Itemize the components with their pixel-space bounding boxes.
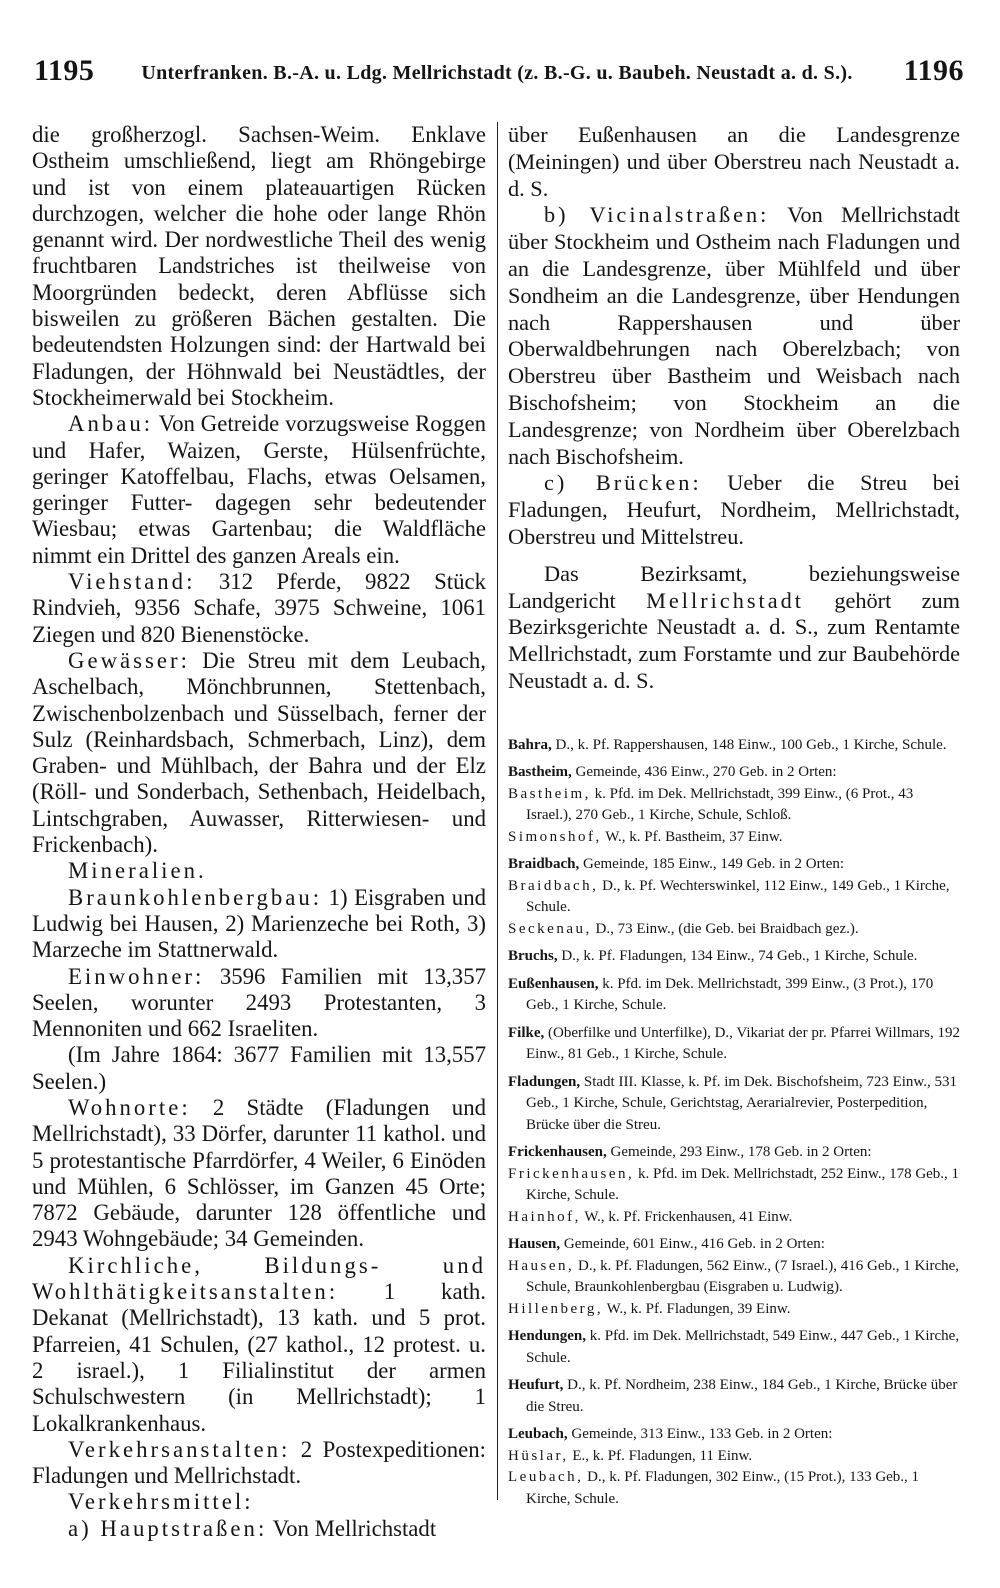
place-name: Hendungen, [508,1328,586,1345]
paragraph-bezirksamt [508,561,960,695]
subplace-line [508,919,960,941]
subplace-details: E., k. Pf. Fladungen, 11 Einw. [568,1447,753,1464]
place-entry [508,1072,960,1137]
label-mellrichstadt: Mellrichstadt [646,587,804,613]
place-entry [508,735,960,757]
subplace-line [508,1299,960,1321]
place-details: D., k. Pf. Rappershausen, 148 Einw., 100 Geb., 1 Kirche, Schule. [551,736,947,753]
subplace-details: k. Pfd. im Dek. Mellrichstadt, 399 Einw., (6 Prot., 43 Israel.), 270 Geb., 1 Kirche, Schule, Schloß. [526,785,914,824]
place-entry [508,854,960,940]
subplace-name: Leubach, [508,1469,584,1486]
label-vicinalstrassen: b) Vicinalstraßen: [544,202,770,228]
place-details: Gemeinde, 293 Einw., 178 Geb. in 2 Orten: [606,1144,872,1161]
subplace-line [508,1467,960,1510]
paragraph-braunkohle [32,885,486,964]
paragraph-wohnorte [32,1095,486,1253]
subplace-name: Braidbach, [508,877,599,894]
place-details: Gemeinde, 185 Einw., 149 Geb. in 2 Orten: [579,856,845,873]
place-entry [508,762,960,848]
paragraph-vicinalstrassen [508,202,960,470]
place-line [508,1142,960,1164]
label-bruecken: c) Brücken: [544,470,702,496]
place-entry [508,1234,960,1320]
subplace-name: Simonshof, [508,828,602,845]
place-entry [508,946,960,968]
text-braunkohle: 1) Eisgraben und Ludwig bei Hausen, 2) Marienzeche bei Roth, 3) Marzeche im Stattnerwald. [32,884,486,963]
page-header [34,54,964,98]
place-line [508,1023,960,1066]
running-title: Unterfranken. B.-A. u. Ldg. Mellrichstadt (z. B.-G. u. Baubeh. Neustadt a. d. S.). [141,62,853,84]
paragraph-verkehrsanstalten [32,1437,486,1490]
place-line [508,1234,960,1256]
heading-mineralien [32,858,486,884]
place-entry [508,974,960,1017]
place-details: Stadt III. Klasse, k. Pf. im Dek. Bischofsheim, 723 Einw., 531 Geb., 1 Kirche, Schule, Gerichtstag, Aerarialrevier, Posterpedition, Brücke über die Streu. [526,1073,958,1133]
place-name: Bahra, [508,736,552,753]
text-vicinalstrassen: Von Mellrichstadt über Stockheim und Ostheim nach Fladungen und an die Landesgrenze, über Mühlfeld und über Sondheim an die Landesgrenze, über Hendungen nach Rappershausen und über Oberwaldbehrungen nach Oberelzbach; von Oberstreu über Bastheim und Weisbach nach Bischofsheim; von Stockheim an die Landesgrenze; von Nordheim über Oberelzbach nach Bischofsheim. [508,202,960,469]
place-line [508,1326,960,1369]
label-gewaesser: Gewässer: [68,647,190,673]
place-entry [508,1023,960,1066]
label-anstalten: Kirchliche, Bildungs- und Wohlthätigkeitsanstalten: [32,1252,486,1305]
place-entry [508,1375,960,1418]
paragraph-hauptstrassen-cont: über Eußenhausen an die Landesgrenze (Meiningen) und über Oberstreu nach Neustadt a. d. S. [508,122,960,201]
subplace-name: Hüslar, [508,1447,569,1464]
heading-verkehrsmittel [32,1489,486,1515]
place-line [508,735,960,757]
subplace-details: W., k. Pf. Frickenhausen, 41 Einw. [580,1208,793,1225]
text-bruecken: Ueber die Streu bei Fladungen, Heufurt, Nordheim, Mellrichstadt, Oberstreu und Mittelstreu. [508,470,960,549]
page-number-right: 1196 [903,54,964,87]
subplace-details: D., k. Pf. Fladungen, 562 Einw., (7 Israel.), 416 Geb., 1 Kirche, Schule, Braunkohlenbergbau (Eisgraben u. Ludwig). [526,1257,960,1296]
paragraph-anstalten [32,1253,486,1437]
paragraph-bruecken [508,470,960,550]
place-entry [508,1424,960,1510]
label-braunkohle: Braunkohlenbergbau: [68,884,323,910]
label-hauptstrassen: a) Hauptstraßen: [68,1515,268,1541]
subplace-line [508,1256,960,1299]
subplace-details: D., k. Pf. Wechterswinkel, 112 Einw., 149 Geb., 1 Kirche, Schule. [526,877,950,916]
place-entry [508,1142,960,1228]
text-wohnorte: 2 Städte (Fladungen und Mellrichstadt), 33 Dörfer, darunter 11 kathol. und 5 protestantische Pfarrdörfer, 4 Weiler, 6 Einöden und Mühlen, 6 Schlösser, im Ganzen 45 Orte; 7872 Gebäude, darunter 128 öffentliche und 2943 Wohngebäude; 34 Gemeinden. [32,1094,486,1252]
subplace-details: W., k. Pf. Fladungen, 39 Einw. [603,1300,791,1317]
paragraph-hauptstrassen [32,1516,486,1542]
right-intro [508,122,960,695]
place-directory [508,735,960,1511]
label-verkehrsmittel: Verkehrsmittel: [68,1489,254,1515]
text-einwohner: 3596 Familien mit 13,357 Seelen, worunter 2493 Protestanten, 3 Mennoniten und 662 Israeliten. [32,963,486,1042]
paragraph-landscape: die großherzogl. Sachsen-Weim. Enklave Ostheim umschließend, liegt am Rhöngebirge und ist von einem plateauartigen Rücken durchzogen, welcher die hohe oder lange Rhön genannt wird. Der nordwestliche Theil des wenig fruchtbaren Landstriches ist theilweise von Moorgründen bedeckt, deren Abflüsse sich bisweilen zu größeren Bächen gestalten. Die bedeutendsten Holzungen sind: der Hartwald bei Fladungen, der Höhnwald bei Neustädtles, der Stockheimerwald bei Stockheim. [32,122,486,410]
place-name: Frickenhausen, [508,1144,607,1161]
subplace-details: D., k. Pf. Fladungen, 302 Einw., (15 Prot.), 133 Geb., 1 Kirche, Schule. [526,1469,920,1507]
place-name: Heufurt, [508,1377,564,1394]
place-entry [508,1326,960,1369]
text-gewaesser: Die Streu mit dem Leubach, Aschelbach, Mönchbrunnen, Stettenbach, Zwischenbolzenbach und Süsselbach, ferner der Sulz (Reinhardsbach, Schmerbach, Linz), dem Graben- und Mühlbach, der Bahra und der Elz (Röll- und Sonderbach, Sethenbach, Heidelbach, Lintschgraben, Auwasser, Ritterwiesen- und Frickenbach). [32,647,486,858]
place-details: Gemeinde, 436 Einw., 270 Geb. in 2 Orten: [571,764,837,781]
place-line [508,762,960,784]
text-hauptstrassen: Von Mellrichstadt [267,1515,437,1541]
left-column [32,122,486,1542]
place-line [508,1072,960,1137]
paragraph-viehstand [32,569,486,648]
spacer [508,551,960,561]
place-name: Hausen, [508,1236,561,1253]
subplace-name: Hausen, [508,1257,575,1274]
text-bezirksamt-a: Das Bezirksamt, beziehungsweise Landgericht [508,560,960,613]
paragraph-gewaesser [32,648,486,858]
label-wohnorte: Wohnorte: [68,1094,191,1120]
text-anstalten: 1 kath. Dekanat (Mellrichstadt), 13 kath. und 5 prot. Pfarreien, 41 Schulen, (27 kathol., 12 protest. u. 2 israel.), 1 Filialinstitut der armen Schulschwestern (in Mellrichstadt); 1 Lokalkrankenhaus. [32,1279,486,1436]
place-name: Bastheim, [508,764,572,781]
subplace-details: W., k. Pf. Bastheim, 37 Einw. [601,828,783,845]
place-line [508,974,960,1017]
text-verkehrsanstalten: 2 Postexpeditionen: Fladungen und Mellrichstadt. [32,1436,486,1489]
subplace-line [508,1446,960,1468]
place-name: Bruchs, [508,948,558,965]
subplace-name: Hainhof, [508,1208,581,1225]
subplace-line [508,1164,960,1207]
text-anbau: Von Getreide vorzugsweise Roggen und Hafer, Waizen, Gerste, Hülsenfrüchte, geringer Katoffelbau, Flachs, etwas Oelsamen, geringer Futter- dagegen sehr bedeutender Wiesbau; etwas Gartenbau; die Waldfläche nimmt ein Drittel des ganzen Areals ein. [32,411,486,568]
place-line [508,1375,960,1418]
label-mineralien: Mineralien. [68,858,207,884]
subplace-name: Seckenau, [508,920,592,937]
paragraph-einwohner [32,964,486,1043]
text-viehstand: 312 Pferde, 9822 Stück Rindvieh, 9356 Schafe, 3975 Schweine, 1061 Ziegen und 820 Bienenstöcke. [32,569,486,647]
place-details: Gemeinde, 313 Einw., 133 Geb. in 2 Orten: [567,1426,833,1443]
place-details: D., k. Pf. Fladungen, 134 Einw., 74 Geb., 1 Kirche, Schule. [557,948,918,965]
place-details: D., k. Pf. Nordheim, 238 Einw., 184 Geb., 1 Kirche, Brücke über die Streu. [526,1377,958,1415]
label-einwohner: Einwohner: [68,963,205,989]
paragraph-jahr-1864: (Im Jahre 1864: 3677 Familien mit 13,557 Seelen.) [32,1042,486,1094]
place-details: k. Pfd. im Dek. Mellrichstadt, 399 Einw., (3 Prot.), 170 Geb., 1 Kirche, Schule. [526,975,934,1014]
subplace-name: Hillenberg, [508,1300,604,1317]
place-name: Leubach, [508,1426,568,1443]
place-details: (Oberfilke und Unterfilke), D., Vikariat der pr. Pfarrei Willmars, 192 Einw., 81 Geb., 1 Kirche, Schule. [526,1024,960,1063]
subplace-line [508,784,960,827]
column-divider [497,122,498,1500]
label-viehstand: Viehstand: [68,569,196,595]
subplace-line [508,876,960,919]
text-bezirksamt-b: gehört zum Bezirksgerichte Neustadt a. d. S., zum Rentamte Mellrichstadt, zum Forstamte und zur Baubehörde Neustadt a. d. S. [508,587,961,693]
subplace-line [508,827,960,849]
place-line [508,1424,960,1446]
place-name: Filke, [508,1024,545,1041]
place-line [508,946,960,968]
paragraph-anbau [32,411,486,569]
subplace-name: Frickenhausen, [508,1165,635,1182]
subplace-details: D., 73 Einw., (die Geb. bei Braidbach gez.). [591,920,859,937]
place-name: Fladungen, [508,1073,581,1090]
subplace-line [508,1207,960,1229]
subplace-name: Bastheim, [508,785,591,802]
page-number-left: 1195 [34,54,95,87]
subplace-details: k. Pfd. im Dek. Mellrichstadt, 252 Einw., 178 Geb., 1 Kirche, Schule. [526,1165,960,1204]
place-details: k. Pfd. im Dek. Mellrichstadt, 549 Einw., 447 Geb., 1 Kirche, Schule. [526,1328,960,1366]
label-verkehrsanstalten: Verkehrsanstalten: [68,1436,291,1462]
label-anbau: Anbau: [68,411,154,437]
place-details: Gemeinde, 601 Einw., 416 Geb. in 2 Orten: [560,1236,825,1253]
right-column [508,122,960,1516]
place-name: Eußenhausen, [508,975,599,992]
place-line [508,854,960,876]
place-name: Braidbach, [508,856,580,873]
